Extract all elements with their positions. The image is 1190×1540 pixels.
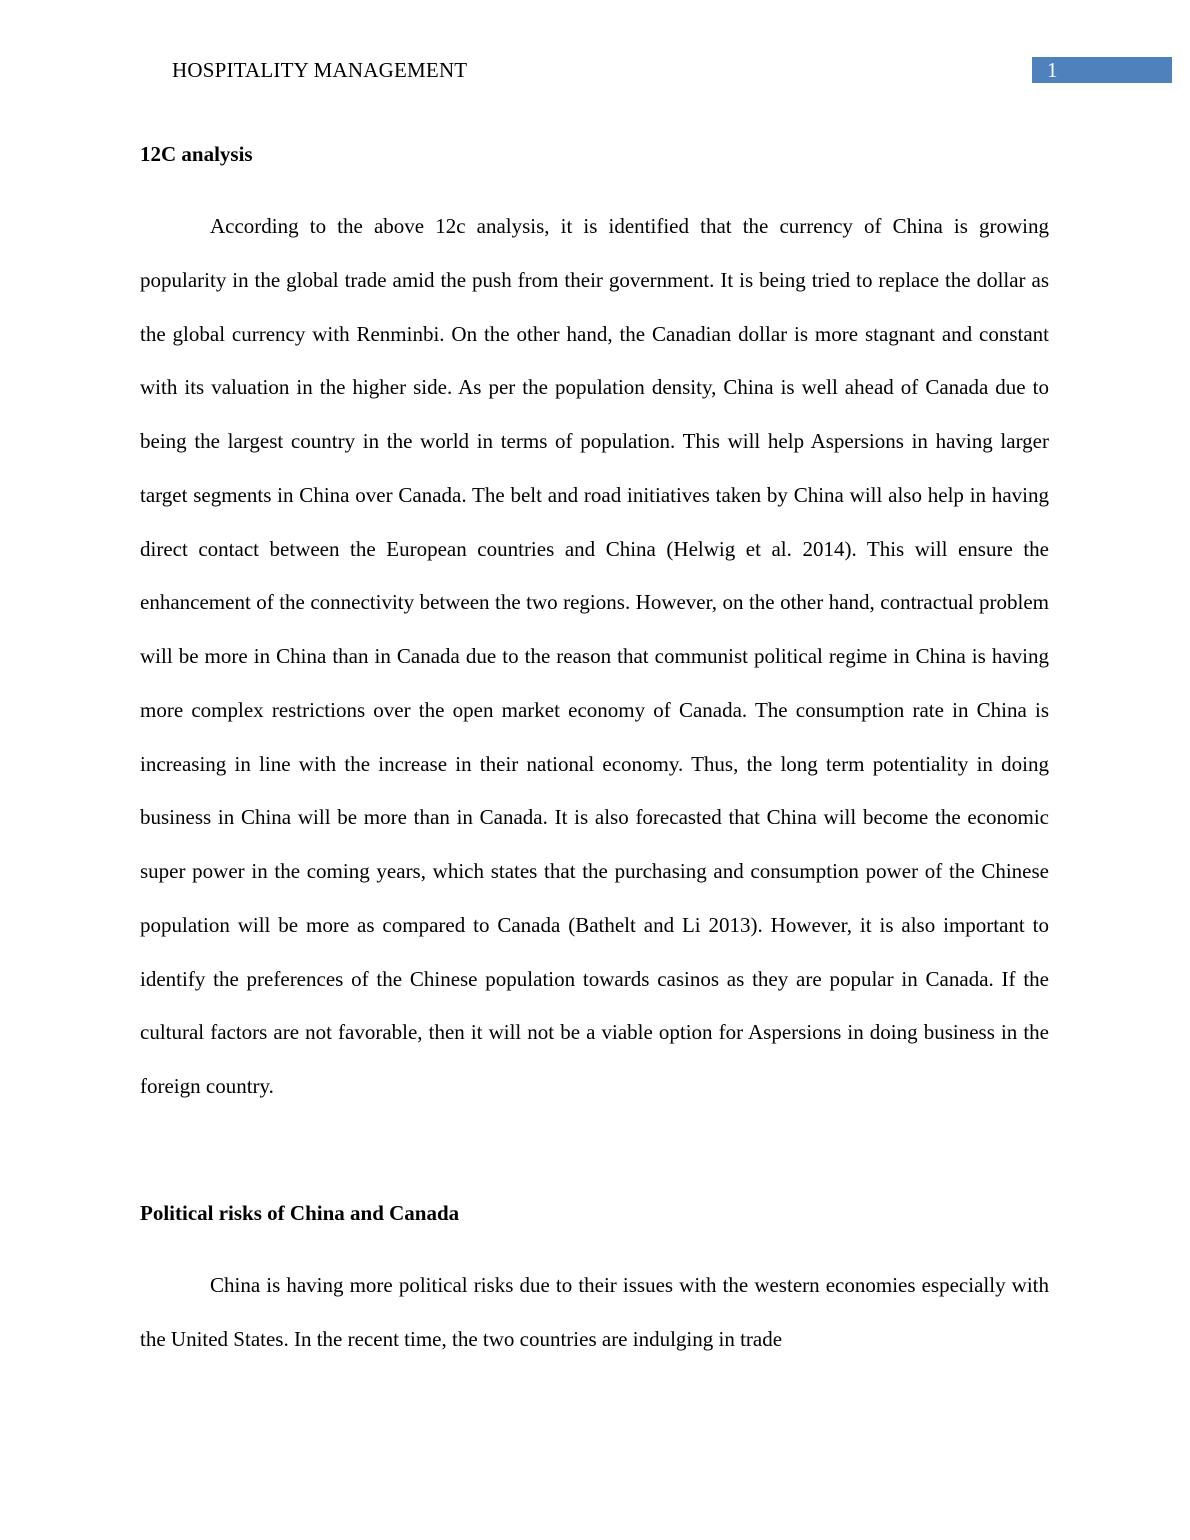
running-head: HOSPITALITY MANAGEMENT — [172, 58, 468, 82]
section-heading-political-risks: Political risks of China and Canada — [140, 1201, 460, 1225]
page-number-badge — [1032, 57, 1172, 83]
section-heading-12c-analysis: 12C analysis — [140, 142, 253, 166]
page-number: 1 — [1047, 58, 1058, 82]
body-paragraph-12c-analysis: According to the above 12c analysis, it is identified that the currency of China is growing popularity in the global trade amid the push from their government. It is being tried to replace the dollar as the global currency with Renminbi. On the other hand, the Canadian dollar is more stagnant and constant with its valuation in the higher side. As per the population density, China is well ahead of Canada due to being the largest country in the world in terms of population. This will help Aspersions in having larger target segments in China over Canada. The belt and road initiatives taken by China will also help in having direct contact between the European countries and China (Helwig et al. 2014). This will ensure the enhancement of the connectivity between the two regions. However, on the other hand, contractual problem will be more in China than in Canada due to the reason that communist political regime in China is having more complex restrictions over the open market economy of Canada. The consumption rate in China is increasing in line with the increase in their national economy. Thus, the long term potentiality in doing business in China will be more than in Canada. It is also forecasted that China will become the economic super power in the coming years, which states that the purchasing and consumption power of the Chinese population will be more as compared to Canada (Bathelt and Li 2013). However, it is also important to identify the preferences of the Chinese population towards casinos as they are popular in Canada. If the cultural factors are not favorable, then it will not be a viable option for Aspersions in doing business in the foreign country. — [140, 214, 1049, 1098]
body-paragraph-political-risks: China is having more political risks due to their issues with the western economies especially with the United States. In the recent time, the two countries are indulging in trade — [140, 1273, 1049, 1351]
